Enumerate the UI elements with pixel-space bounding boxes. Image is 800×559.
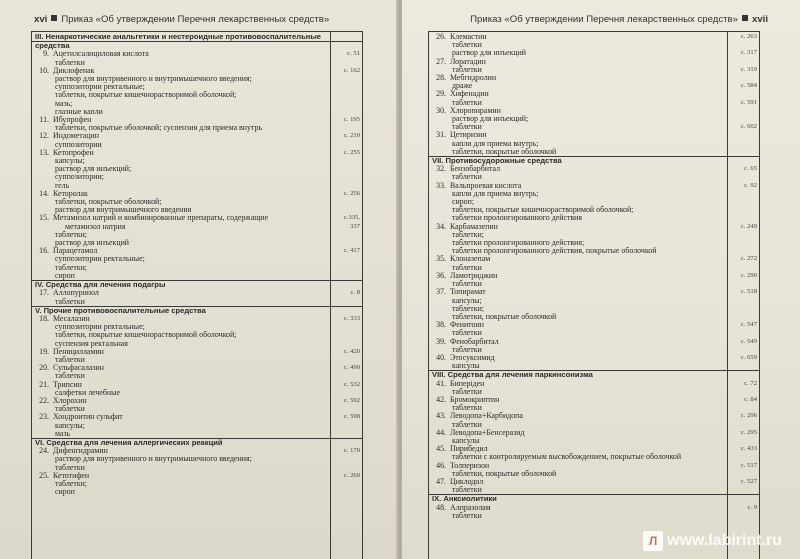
dosage-form: таблетки — [452, 172, 482, 182]
entry-number: 24. — [39, 446, 49, 456]
section-title: средства — [35, 41, 70, 51]
left-page — [0, 0, 398, 559]
table-row — [429, 148, 759, 156]
drug-label: Ибупрофен — [53, 115, 92, 125]
table-row — [429, 486, 759, 494]
drug-label: Бензобарбитал — [450, 164, 501, 174]
page-reference: с. 65 — [744, 165, 757, 173]
dosage-form: капсулы — [452, 361, 480, 371]
entry-number: 46. — [436, 460, 446, 470]
entry-number: 34. — [436, 221, 446, 231]
entry-number: 45. — [436, 444, 446, 454]
entry-number: 43. — [436, 411, 446, 421]
page-reference: с. 549 — [740, 337, 757, 345]
left-page-title: Приказ «Об утверждении Перечня лекарственных средств» — [61, 14, 330, 25]
entry-number: 15. — [39, 213, 49, 223]
dosage-form: таблетки; — [55, 229, 88, 239]
dosage-form: таблетки пролонгированного действия — [452, 213, 582, 223]
watermark-text: www.labirint.ru — [667, 532, 782, 549]
section-title: IX. Анксиолитики — [432, 494, 497, 504]
section-title: III. Ненаркотические анальгетики и нестероидные противовоспалительные — [35, 32, 322, 41]
left-entry-list — [32, 33, 362, 496]
drug-label: Месалазин — [53, 313, 90, 323]
drug-label: Лоратадин — [450, 56, 486, 66]
entry-number: 21. — [39, 379, 49, 389]
drug-label: Дифенгидрамин — [53, 446, 108, 456]
page-reference: с. 598 — [343, 413, 360, 421]
page-reference: с. 490 — [343, 364, 360, 372]
drug-label: Мебгидролин — [450, 73, 497, 83]
dosage-form: мазь — [55, 428, 71, 438]
drug-label: Топирамат — [450, 287, 486, 297]
square-bullet-icon — [51, 15, 57, 21]
right-table — [428, 31, 760, 559]
dosage-form: раствор для внутривенного и внутримышечного введения; — [55, 454, 252, 464]
page-reference: с. 592 — [343, 396, 360, 404]
drug-label: Леводопа+Карбидопа — [450, 411, 523, 421]
dosage-form: суппозитории; — [55, 172, 104, 182]
entry-number: 13. — [39, 147, 49, 157]
dosage-form: таблетки — [452, 419, 482, 429]
entry-number: 18. — [39, 313, 49, 323]
dosage-form: таблетки — [452, 64, 482, 74]
drug-label: Толперизон — [450, 460, 490, 470]
dosage-form: суспензия ректальная — [55, 338, 128, 348]
dosage-form: таблетки, покрытые кишечнорастворимой оболочкой; — [452, 205, 634, 215]
dosage-form: таблетки — [452, 328, 482, 338]
dosage-form: таблетки, покрытые оболочкой — [452, 146, 557, 156]
square-bullet-icon — [742, 15, 748, 21]
drug-label: Клоназепам — [450, 254, 491, 264]
dosage-form: таблетки — [452, 40, 482, 50]
page-reference: с. 517 — [740, 461, 757, 469]
drug-label: Хлорохин — [53, 395, 87, 405]
table-row — [429, 74, 759, 82]
dosage-form: капсулы; — [55, 156, 85, 166]
entry-number: 27. — [436, 56, 446, 66]
dosage-form: таблетки — [452, 122, 482, 132]
dosage-form: таблетки с контролируемым высвобождением, покрытые оболочкой — [452, 452, 682, 462]
drug-label: Пеницилламин — [53, 346, 104, 356]
entry-number: 39. — [436, 336, 446, 346]
dosage-form: мазь; — [55, 98, 73, 108]
dosage-form: суппозитории ректальные; — [55, 254, 145, 264]
table-row — [32, 264, 362, 272]
drug-label: Биперiден — [450, 378, 485, 388]
left-page-number: xvi — [34, 14, 48, 25]
dosage-form: таблетки; — [55, 262, 88, 272]
page-reference: с. 420 — [343, 347, 360, 355]
table-row — [32, 430, 362, 438]
entry-number: 14. — [39, 188, 49, 198]
page-reference: с. 659 — [740, 353, 757, 361]
entry-number: 37. — [436, 287, 446, 297]
page-reference: с. 547 — [740, 321, 757, 329]
dosage-form: таблетки, покрытые оболочкой; суспензия для приема внутрь — [55, 123, 263, 133]
entry-number: 20. — [39, 363, 49, 373]
entry-number: 30. — [436, 105, 446, 115]
drug-label: Карбамазепин — [450, 221, 498, 231]
page-reference: с. 333 — [343, 314, 360, 322]
table-row — [32, 91, 362, 99]
page-reference: с. 518 — [740, 288, 757, 296]
drug-label: Хондроитин сульфат — [53, 412, 123, 422]
page-reference: 337 — [350, 222, 360, 230]
page-reference: с. 8 — [350, 289, 360, 297]
dosage-form: суппозитории — [55, 139, 102, 149]
entry-number: 42. — [436, 394, 446, 404]
entry-number: 32. — [436, 164, 446, 174]
page-reference: с. 9 — [747, 503, 757, 511]
entry-number: 38. — [436, 320, 446, 330]
entry-number: 31. — [436, 130, 446, 140]
table-row — [32, 422, 362, 430]
drug-label: Хифенадин — [450, 89, 489, 99]
page-reference: с. 162 — [343, 66, 360, 74]
section-heading — [32, 33, 362, 41]
dosage-form: таблетки — [452, 344, 482, 354]
page-reference: с. 417 — [343, 247, 360, 255]
section-title: V. Прочие противовоспалительные средства — [35, 305, 206, 315]
labirint-logo-icon: Л — [643, 531, 663, 551]
right-page-header — [470, 14, 768, 25]
dosage-form: раствор для внутривенного и внутримышечного введения; — [55, 74, 252, 84]
drug-label: Леводопа+Бенсеразид — [450, 427, 525, 437]
dosage-form: капли для приема внутрь; — [452, 138, 539, 148]
dosage-form: таблетки — [55, 296, 85, 306]
dosage-form: сироп — [55, 487, 75, 497]
dosage-form: таблетки — [55, 57, 85, 67]
page-reference: с. 295 — [740, 428, 757, 436]
right-page-number: xvii — [751, 14, 768, 25]
table-row — [32, 298, 362, 306]
dosage-form: таблетки, покрытые оболочкой — [452, 468, 557, 478]
dosage-form: таблетки, покрытые оболочкой — [452, 311, 557, 321]
dosage-form: таблетки — [452, 403, 482, 413]
drug-label: Циклодол — [450, 476, 484, 486]
page-reference: с. 272 — [740, 255, 757, 263]
dosage-form: таблетки; — [452, 229, 485, 239]
dosage-form: таблетки — [55, 462, 85, 472]
entry-number: 36. — [436, 270, 446, 280]
dosage-form: раствор для инъекций — [452, 48, 527, 58]
right-page-title: Приказ «Об утверждении Перечня лекарственных средств» — [470, 14, 738, 25]
page-reference: с. 319 — [740, 65, 757, 73]
table-row — [32, 272, 362, 280]
dosage-form: таблетки пролонгированного действия; — [452, 238, 585, 248]
entry-number: 10. — [39, 65, 49, 75]
drug-label: Аллопуринол — [53, 288, 99, 298]
dosage-form: сироп; — [452, 197, 475, 207]
page-reference: с. 84 — [744, 395, 757, 403]
page-reference: с. 290 — [740, 271, 757, 279]
dosage-form: таблетки — [452, 386, 482, 396]
entry-number: 19. — [39, 346, 49, 356]
entry-number: 48. — [436, 502, 446, 512]
page-reference: с. 584 — [740, 82, 757, 90]
drug-label: Этосуксимид — [450, 352, 495, 362]
dosage-form: таблетки; — [55, 478, 88, 488]
drug-label: Кетопрофен — [53, 147, 94, 157]
dosage-form: таблетки — [452, 510, 482, 520]
entry-number: 41. — [436, 378, 446, 388]
drug-label: Бромокриптин — [450, 394, 500, 404]
page-reference: с. 255 — [343, 148, 360, 156]
dosage-form: таблетки, покрытые оболочкой; — [55, 197, 162, 207]
page-reference: с. 195 — [343, 116, 360, 124]
dosage-form: таблетки — [55, 371, 85, 381]
page-reference: с. 249 — [740, 222, 757, 230]
page-reference: с.335, — [343, 214, 360, 222]
section-title: VIII. Средства для лечения паркинсонизма — [432, 370, 593, 380]
drug-label: Трипсин — [53, 379, 82, 389]
dosage-form: раствор для внутримышечного введения — [55, 205, 192, 215]
dosage-form: таблетки — [452, 485, 482, 495]
table-row — [32, 488, 362, 496]
entry-number: 25. — [39, 470, 49, 480]
left-page-header — [34, 14, 329, 25]
table-row — [429, 512, 759, 520]
watermark — [643, 531, 782, 551]
dosage-form: сироп — [55, 270, 75, 280]
entry-number: 40. — [436, 352, 446, 362]
drug-label: Парацетамол — [53, 246, 98, 256]
dosage-form: таблетки — [452, 279, 482, 289]
entry-number: 16. — [39, 246, 49, 256]
drug-name — [432, 74, 725, 82]
drug-label: Цетиризин — [450, 130, 487, 140]
drug-label: Клемастин — [450, 32, 487, 41]
table-row — [32, 480, 362, 488]
dosage-form: гель — [55, 180, 70, 190]
page-reference: с. 532 — [343, 380, 360, 388]
dosage-form: суппозитории ректальные; — [55, 322, 145, 332]
entry-number: 28. — [436, 73, 446, 83]
dosage-form: таблетки; — [452, 303, 485, 313]
entry-number: 44. — [436, 427, 446, 437]
page-reference: с. 317 — [740, 49, 757, 57]
entry-number: 12. — [39, 131, 49, 141]
drug-label: Хлоропирамин — [450, 105, 501, 115]
drug-label: Кеторолак — [53, 188, 88, 198]
page-reference: с. 170 — [343, 447, 360, 455]
page-reference: с. 210 — [343, 132, 360, 140]
dosage-form: таблетки — [55, 354, 85, 364]
drug-label: Ацетилсалициловая кислота — [53, 49, 149, 59]
page-reference: с. 433 — [740, 445, 757, 453]
page-reference: с. 72 — [744, 379, 757, 387]
dosage-form: таблетки, покрытые кишечнорастворимой оболочкой; — [55, 330, 237, 340]
drug-label: Вальпроевая кислота — [450, 180, 522, 190]
entry-number: 23. — [39, 412, 49, 422]
dosage-form: глазные капли — [55, 106, 103, 116]
left-table — [31, 31, 363, 559]
entry-number: 22. — [39, 395, 49, 405]
entry-number: 11. — [39, 115, 49, 125]
page-reference: с. 92 — [744, 181, 757, 189]
drug-label: Диклофенак — [53, 65, 95, 75]
drug-label: Ламотриджин — [450, 270, 498, 280]
dosage-form: капсулы — [452, 435, 480, 445]
dosage-form: таблетки — [55, 404, 85, 414]
page-reference: с. 260 — [343, 471, 360, 479]
entry-number: 35. — [436, 254, 446, 264]
entry-number: 47. — [436, 476, 446, 486]
table-row — [32, 173, 362, 181]
section-title: VII. Противосудорожные средства — [432, 156, 562, 166]
right-page — [402, 0, 800, 559]
page-reference: с. 263 — [740, 33, 757, 40]
drug-label: Кетотифен — [53, 470, 90, 480]
entry-number: 26. — [436, 32, 446, 41]
dosage-form: драже — [452, 81, 473, 91]
dosage-form: суппозитории ректальные; — [55, 82, 145, 92]
dosage-form: раствор для инъекций; — [55, 164, 132, 174]
drug-label: Сульфасалазин — [53, 363, 104, 373]
dosage-form: капсулы; — [55, 420, 85, 430]
dosage-form: таблетки — [452, 262, 482, 272]
dosage-form: раствор для инъекций — [55, 238, 130, 248]
page-reference: с. 527 — [740, 477, 757, 485]
entry-number: 33. — [436, 180, 446, 190]
dosage-form: салфетки лечебные — [55, 387, 120, 397]
drug-label: Метамизол натрий и комбинированные препараты, содержащие — [53, 213, 269, 223]
entry-number: 9. — [43, 49, 49, 59]
dosage-form: капсулы; — [452, 295, 482, 305]
drug-label: Алпразолам — [450, 502, 491, 512]
right-entry-list — [429, 33, 759, 520]
page-reference: с. 51 — [347, 50, 360, 58]
entry-number: 29. — [436, 89, 446, 99]
dosage-form: раствор для инъекций; — [452, 114, 529, 124]
entry-number: 17. — [39, 288, 49, 298]
section-title: IV. Средства для лечения подагры — [35, 280, 166, 290]
table-row — [429, 362, 759, 370]
page-reference: с. 591 — [740, 98, 757, 106]
page-reference: с. 256 — [343, 189, 360, 197]
drug-label: Фенитоин — [450, 320, 484, 330]
dosage-form: таблетки — [452, 97, 482, 107]
dosage-form: капли для приема внутрь; — [452, 188, 539, 198]
page-reference: с. 296 — [740, 412, 757, 420]
drug-label: Фенобарбитал — [450, 336, 499, 346]
drug-label: Индометацин — [53, 131, 99, 141]
page-reference: с. 602 — [740, 123, 757, 131]
dosage-form: таблетки пролонгированного действия, покрытые оболочкой — [452, 246, 657, 256]
dosage-form: метамизол натрия — [65, 221, 126, 231]
table-row — [429, 190, 759, 198]
dosage-form: таблетки, покрытые кишечнорастворимой оболочкой; — [55, 90, 237, 100]
section-title: VI. Средства для лечения аллергических реакций — [35, 437, 223, 447]
drug-label: Пирибедил — [450, 444, 488, 454]
